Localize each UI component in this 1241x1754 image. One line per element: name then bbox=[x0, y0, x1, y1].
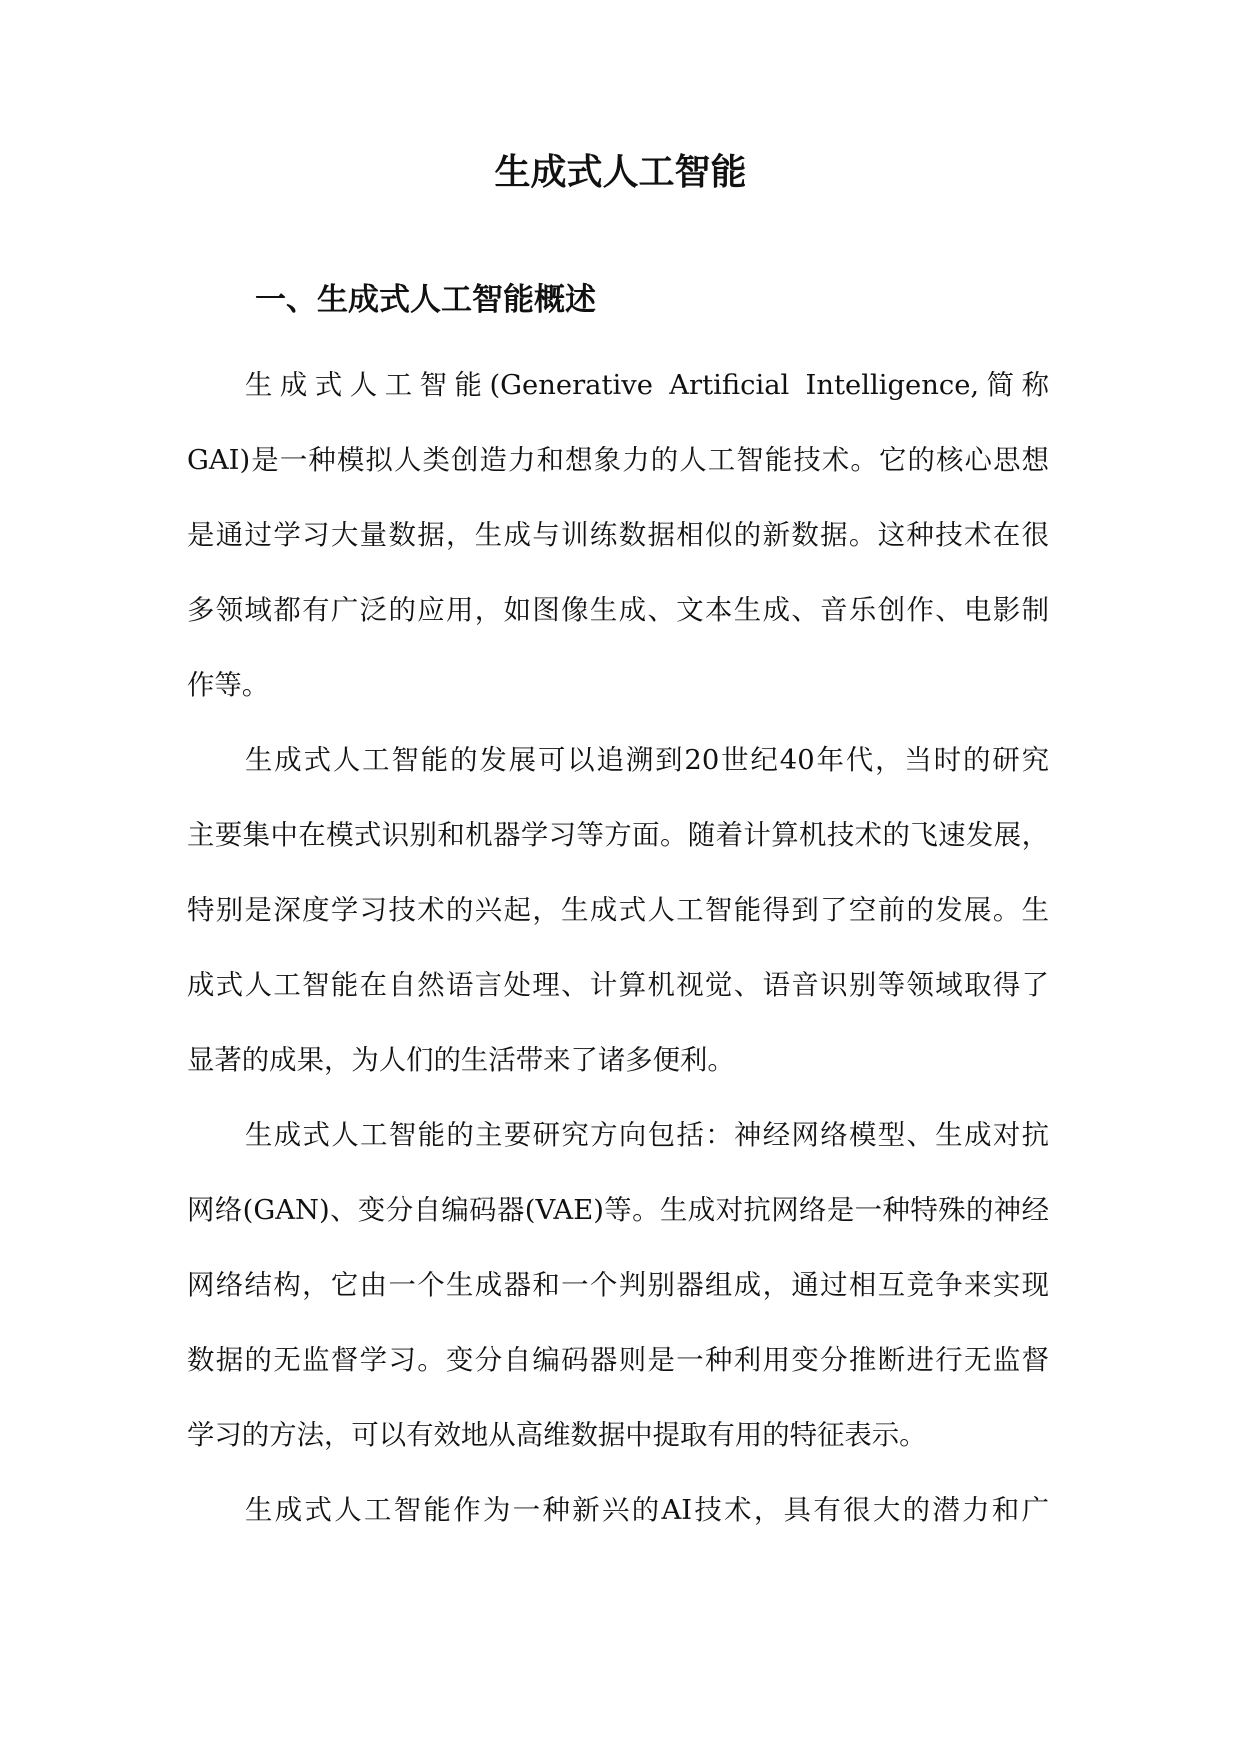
paragraph-line: 显著的成果，为人们的生活带来了诸多便利。 bbox=[187, 1045, 735, 1076]
paragraph-line: 生成式人工智能作为一种新兴的AI技术，具有很大的潜力和广 bbox=[245, 1495, 1049, 1526]
paragraph-line: 生成式人工智能的发展可以追溯到20世纪40年代，当时的研究 bbox=[245, 745, 1049, 776]
paragraph-line: 成式人工智能在自然语言处理、计算机视觉、语音识别等领域取得了 bbox=[187, 970, 1049, 1001]
section-heading: 一、生成式人工智能概述 bbox=[255, 282, 596, 318]
paragraph bbox=[187, 1483, 1049, 1558]
paragraph bbox=[187, 733, 1049, 1108]
paragraph-line: 生成式人工智能(Generative Artificial Intelligence,简称 bbox=[245, 370, 1049, 401]
paragraph bbox=[187, 358, 1049, 733]
paragraph-line: 是通过学习大量数据，生成与训练数据相似的新数据。这种技术在很 bbox=[187, 520, 1049, 551]
paragraph-line: 主要集中在模式识别和机器学习等方面。随着计算机技术的飞速发展， bbox=[187, 820, 1049, 851]
paragraph bbox=[187, 1108, 1049, 1483]
document-title: 生成式人工智能 bbox=[494, 152, 747, 193]
paragraph-line: 网络结构，它由一个生成器和一个判别器组成，通过相互竞争来实现 bbox=[187, 1270, 1049, 1301]
paragraph-line: 多领域都有广泛的应用，如图像生成、文本生成、音乐创作、电影制 bbox=[187, 595, 1049, 626]
document-body bbox=[187, 358, 1049, 1558]
paragraph-line: 数据的无监督学习。变分自编码器则是一种利用变分推断进行无监督 bbox=[187, 1345, 1049, 1376]
paragraph-line: 特别是深度学习技术的兴起，生成式人工智能得到了空前的发展。生 bbox=[187, 895, 1049, 926]
paragraph-line: 网络(GAN)、变分自编码器(VAE)等。生成对抗网络是一种特殊的神经 bbox=[187, 1195, 1049, 1226]
paragraph-line: 学习的方法，可以有效地从高维数据中提取有用的特征表示。 bbox=[187, 1420, 927, 1451]
paragraph-line: GAI)是一种模拟人类创造力和想象力的人工智能技术。它的核心思想 bbox=[187, 445, 1049, 476]
paragraph-line: 生成式人工智能的主要研究方向包括：神经网络模型、生成对抗 bbox=[245, 1120, 1049, 1151]
paragraph-line: 作等。 bbox=[187, 670, 270, 701]
